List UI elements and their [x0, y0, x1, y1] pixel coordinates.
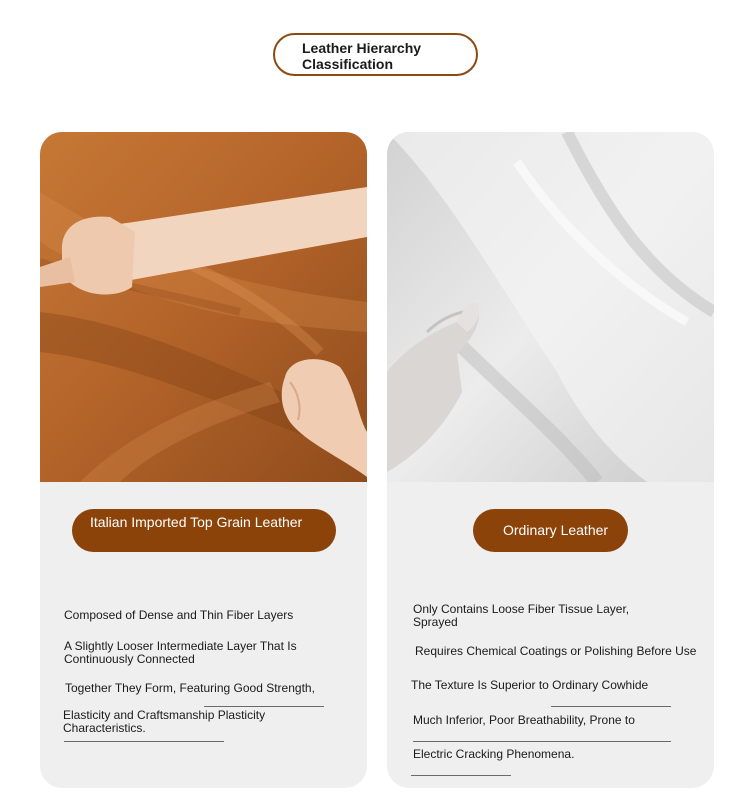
feature-text: Only Contains Loose Fiber Tissue Layer, Sprayed — [413, 602, 630, 629]
feature-text: Composed of Dense and Thin Fiber Layers — [64, 608, 294, 622]
feature-text: A Slightly Looser Intermediate Layer That Is Continuously Connected — [64, 639, 297, 666]
divider — [411, 775, 511, 776]
divider — [64, 741, 224, 742]
ordinary-leather-photo — [387, 132, 714, 482]
ordinary-leather-card — [387, 132, 714, 788]
feature-text: Much Inferior, Poor Breathability, Prone to — [413, 713, 635, 727]
top-grain-leather-card — [40, 132, 367, 788]
top-grain-leather-photo — [40, 132, 367, 482]
page-title: Leather Hierarchy Classification — [273, 33, 478, 76]
feature-text: Electric Cracking Phenomena. — [413, 747, 575, 761]
feature-text: The Texture Is Superior to Ordinary Cowhide — [411, 678, 649, 692]
divider — [204, 706, 324, 707]
divider — [551, 706, 671, 707]
feature-text: Together They Form, Featuring Good Strength, — [65, 681, 315, 695]
feature-text: Requires Chemical Coatings or Polishing Before Use — [415, 644, 697, 658]
feature-text: Elasticity and Craftsmanship Plasticity Characteristics. — [63, 708, 266, 735]
ordinary-leather-label: Ordinary Leather — [473, 509, 628, 552]
top-grain-leather-label: Italian Imported Top Grain Leather — [72, 509, 336, 552]
divider — [413, 741, 671, 742]
